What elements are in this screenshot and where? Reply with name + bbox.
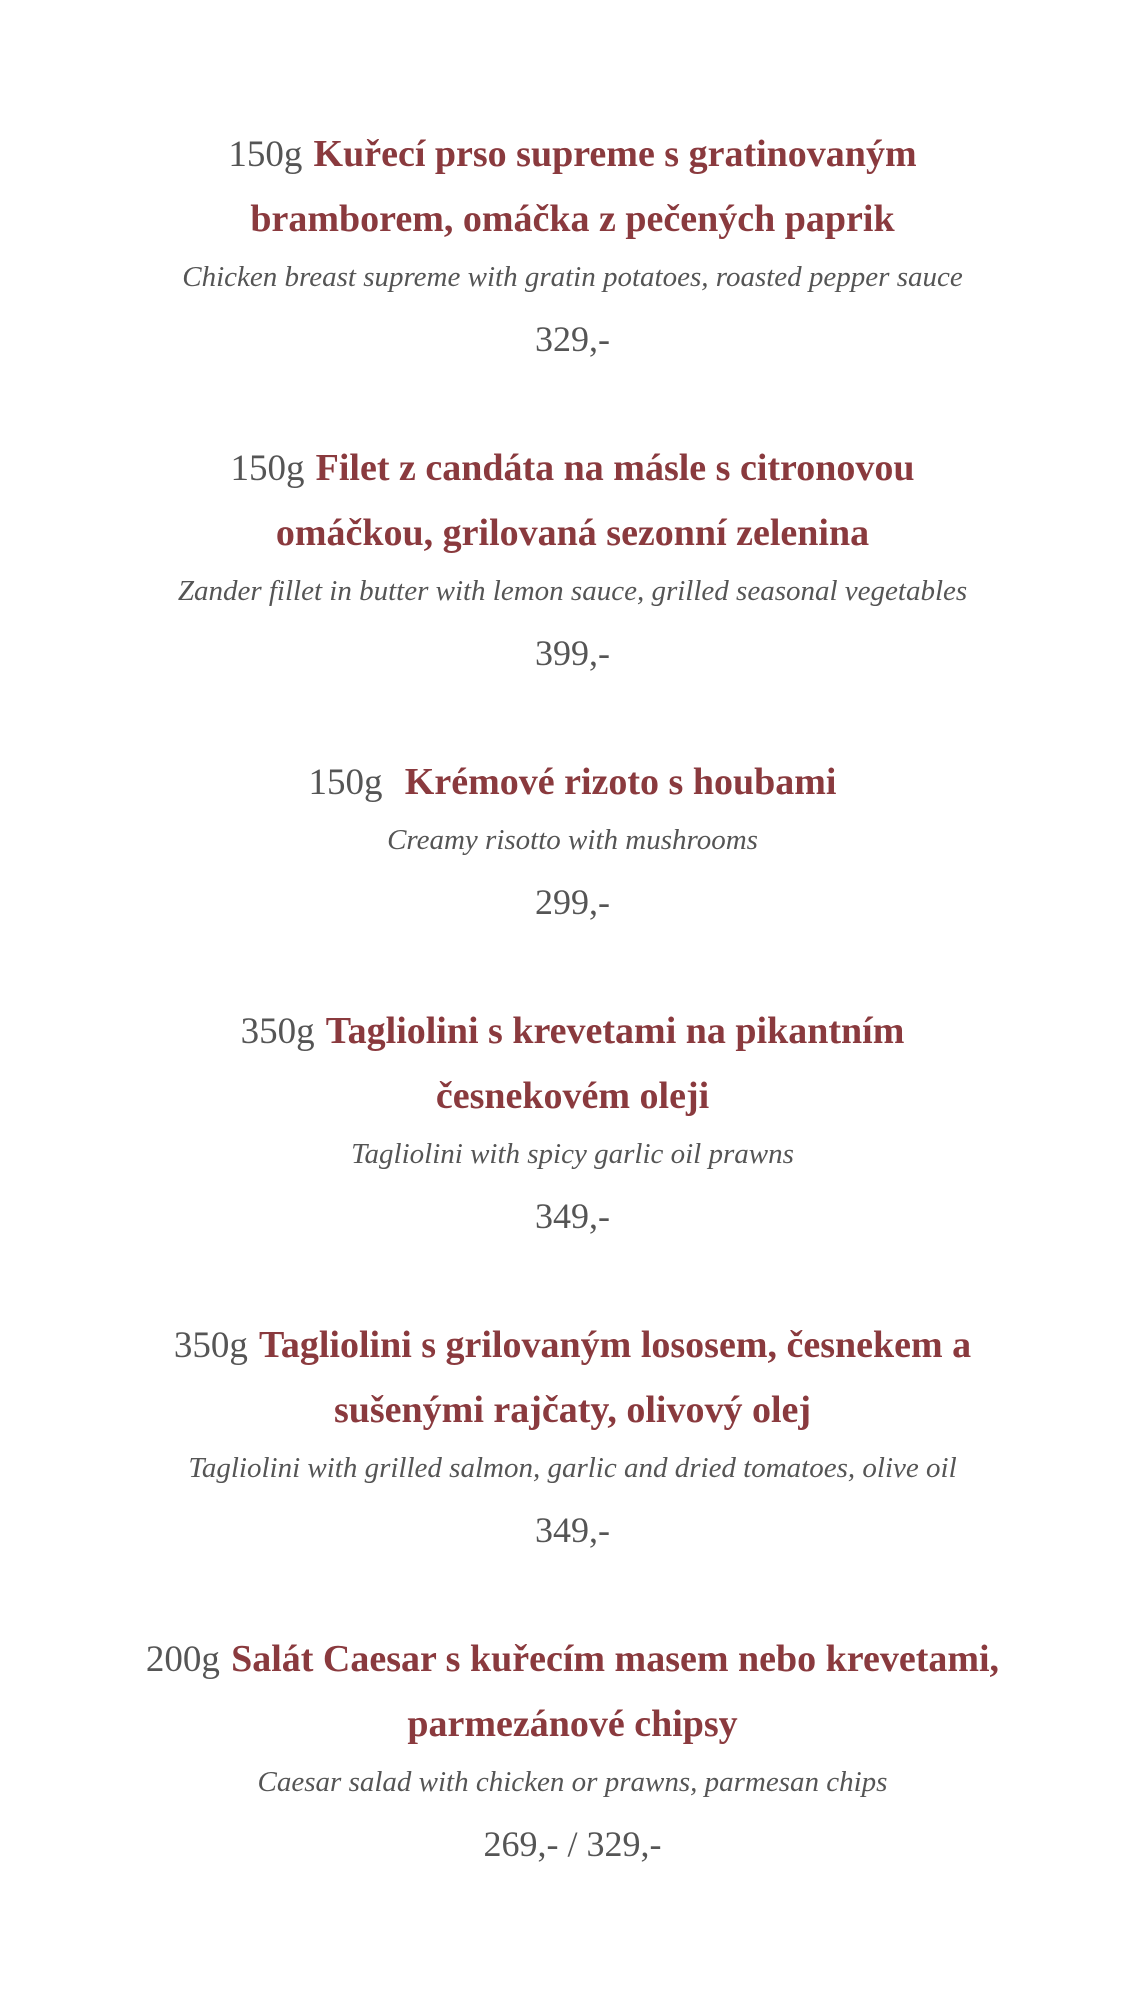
menu-item (123, 436, 1023, 678)
menu-item (123, 1313, 1023, 1555)
dish-weight: 150g (230, 448, 305, 489)
dish-description: Tagliolini with grilled salmon, garlic and dried tomatoes, olive oil (188, 1452, 957, 1484)
menu-item (123, 750, 1023, 927)
dish-description: Tagliolini with spicy garlic oil prawns (351, 1138, 794, 1170)
dish-price: 329,- (535, 319, 610, 359)
dish-title (123, 999, 1023, 1129)
dish-weight: 350g (173, 1325, 248, 1366)
menu-item (123, 999, 1023, 1241)
dish-name-continued: parmezánové chipsy (407, 1703, 738, 1745)
menu-item (123, 122, 1023, 364)
dish-price: 349,- (535, 1196, 610, 1236)
dish-price: 299,- (535, 882, 610, 922)
dish-description: Creamy risotto with mushrooms (387, 824, 758, 856)
dish-name: Kuřecí prso supreme s gratinovaným (313, 133, 917, 175)
dish-name-continued: bramborem, omáčka z pečených paprik (250, 198, 895, 240)
dish-title (123, 750, 1023, 815)
dish-name: Tagliolini s krevetami na pikantním (325, 1010, 905, 1052)
dish-name: Krémové rizoto s houbami (404, 761, 837, 803)
dish-weight: 150g (228, 134, 303, 175)
dish-description: Chicken breast supreme with gratin potatoes, roasted pepper sauce (182, 261, 963, 293)
dish-name: Filet z candáta na másle s citronovou (315, 447, 915, 489)
dish-price: 399,- (535, 633, 610, 673)
dish-weight: 150g (308, 762, 383, 803)
dish-name: Salát Caesar s kuřecím masem nebo krevetami, (231, 1638, 1000, 1680)
dish-price: 349,- (535, 1510, 610, 1550)
dish-name-continued: česnekovém oleji (435, 1075, 710, 1117)
dish-name-continued: sušenými rajčaty, olivový olej (333, 1389, 812, 1431)
dish-price: 269,- / 329,- (483, 1824, 662, 1864)
dish-title (123, 436, 1023, 566)
dish-title (123, 1627, 1023, 1757)
dish-description: Zander fillet in butter with lemon sauce, grilled seasonal vegetables (177, 575, 968, 607)
dish-name: Tagliolini s grilovaným lososem, česnekem a (258, 1324, 972, 1366)
menu-list (0, 122, 1145, 1941)
dish-name-continued: omáčkou, grilovaná sezonní zelenina (275, 512, 870, 554)
dish-title (123, 122, 1023, 252)
dish-weight: 350g (240, 1011, 315, 1052)
dish-weight: 200g (145, 1639, 220, 1680)
dish-title (123, 1313, 1023, 1443)
menu-item (123, 1627, 1023, 1869)
dish-description: Caesar salad with chicken or prawns, parmesan chips (257, 1766, 888, 1798)
